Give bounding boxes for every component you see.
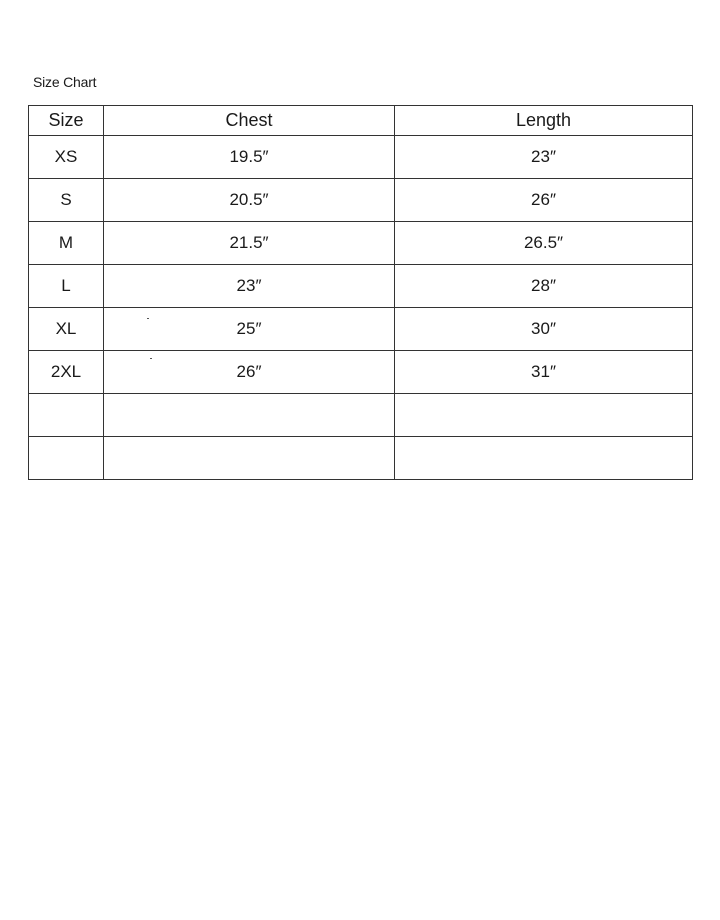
cell-size: XS <box>29 136 104 179</box>
cell-length: 23″ <box>395 136 693 179</box>
cell-length <box>395 394 693 437</box>
table-row <box>29 308 693 351</box>
stray-mark <box>150 358 152 359</box>
cell-chest <box>104 308 395 351</box>
table-row <box>29 179 693 222</box>
cell-size <box>29 437 104 480</box>
page-title: Size Chart <box>33 74 97 90</box>
table-row <box>29 265 693 308</box>
cell-chest-value: 26″ <box>236 362 262 381</box>
cell-chest: 20.5″ <box>104 179 395 222</box>
cell-length: 31″ <box>395 351 693 394</box>
cell-chest-value: 25″ <box>236 319 262 338</box>
table-header-row <box>29 106 693 136</box>
table-row-empty <box>29 437 693 480</box>
stray-mark <box>147 318 149 319</box>
cell-chest <box>104 351 395 394</box>
header-length: Length <box>395 106 693 136</box>
table-row <box>29 136 693 179</box>
table-row <box>29 351 693 394</box>
cell-size: S <box>29 179 104 222</box>
table-row <box>29 222 693 265</box>
header-size: Size <box>29 106 104 136</box>
cell-size: M <box>29 222 104 265</box>
cell-size <box>29 394 104 437</box>
size-chart-table <box>28 105 693 480</box>
cell-chest <box>104 437 395 480</box>
cell-size: XL <box>29 308 104 351</box>
cell-length: 26″ <box>395 179 693 222</box>
cell-length <box>395 437 693 480</box>
cell-chest: 19.5″ <box>104 136 395 179</box>
cell-length: 26.5″ <box>395 222 693 265</box>
cell-chest: 21.5″ <box>104 222 395 265</box>
cell-length: 28″ <box>395 265 693 308</box>
cell-chest <box>104 394 395 437</box>
table-row-empty <box>29 394 693 437</box>
cell-length: 30″ <box>395 308 693 351</box>
cell-chest: 23″ <box>104 265 395 308</box>
header-chest: Chest <box>104 106 395 136</box>
cell-size: L <box>29 265 104 308</box>
cell-size: 2XL <box>29 351 104 394</box>
